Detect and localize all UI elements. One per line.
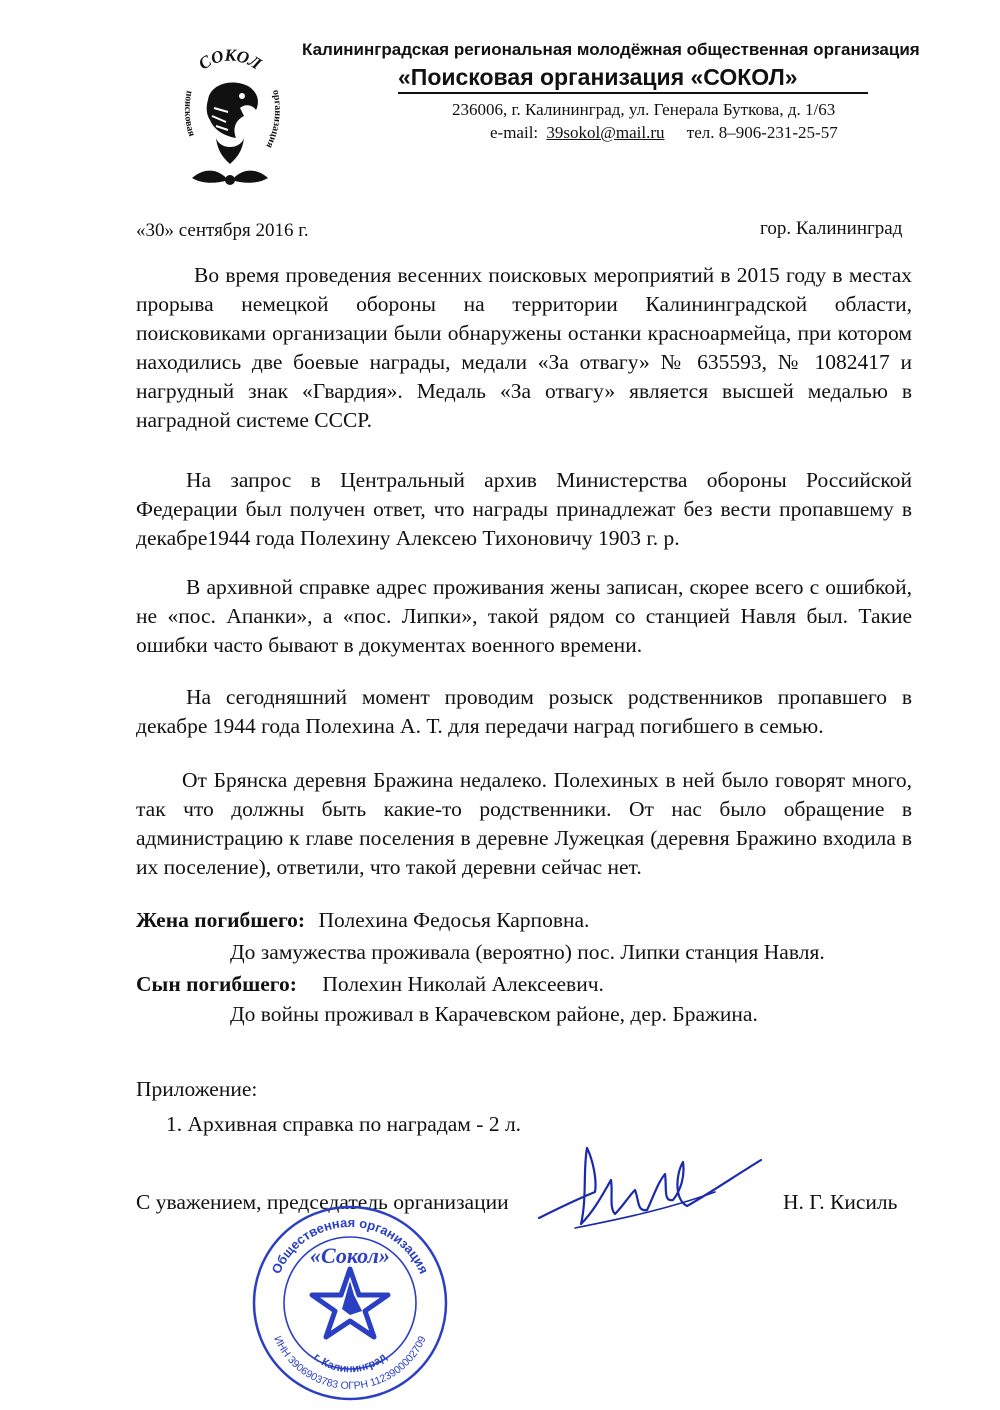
svg-text:поисковая: поисковая bbox=[181, 89, 198, 138]
son-name: Полехин Николай Алексеевич. bbox=[322, 972, 604, 996]
handwritten-signature bbox=[535, 1140, 765, 1232]
svg-text:Общественная организация: Общественная организация bbox=[268, 1214, 432, 1277]
attachment-label: Приложение: bbox=[136, 1077, 258, 1101]
email-link[interactable]: 39sokol@mail.ru bbox=[546, 123, 665, 142]
header-address: 236006, г. Калининград, ул. Генерала Буткова, д. 1/63 bbox=[452, 100, 836, 119]
wife-name: Полехина Федосья Карповна. bbox=[318, 908, 590, 932]
closing-text: С уважением, председатель организации bbox=[136, 1190, 509, 1214]
son-label: Сын погибшего: bbox=[136, 972, 297, 996]
son-note: До войны проживал в Карачевском районе, дер. Бражина. bbox=[230, 1002, 758, 1026]
son-line bbox=[136, 972, 604, 997]
svg-text:ИНН 3906903783 ОГРН 112390000: ИНН 3906903783 ОГРН 1123900002709 bbox=[271, 1334, 429, 1393]
paragraph-1: Во время проведения весенних поисковых мероприятий в 2015 году в местах прорыва немецкой обороны на территории Калининградской области, поисковиками организации были обнаружены останки красноармейца, при котором находились две боевые награды, медали «За отвагу» № 635593, № 1082417 и нагрудный знак «Гвардия». Медаль «За отвагу» является высшей медалью в наградной системе СССР. bbox=[136, 263, 912, 432]
svg-text:СОКОЛ: СОКОЛ bbox=[195, 45, 265, 74]
svg-text:г. Калининград: г. Калининград bbox=[311, 1351, 389, 1376]
wife-label: Жена погибшего: bbox=[136, 908, 306, 932]
paragraph-2: На запрос в Центральный архив Министерства обороны Российской Федерации был получен ответ, что награды принадлежат без вести пропавшему в декабре1944 года Полехину Алексею Тихоновичу 1903 г. р. bbox=[136, 468, 912, 550]
signer-name: Н. Г. Кисиль bbox=[783, 1190, 898, 1214]
phone-number: тел. 8–906-231-25-57 bbox=[686, 123, 838, 142]
organization-stamp bbox=[250, 1203, 450, 1403]
header-contacts bbox=[490, 123, 838, 143]
paragraph-3: В архивной справке адрес проживания жены записан, скорее всего с ошибкой, не «пос. Апанки», а «пос. Липки», такой рядом со станцией Навля был. Такие ошибки часто бывают в документах военного времени. bbox=[136, 575, 912, 657]
header-org-type: Калининградская региональная молодёжная общественная организация bbox=[302, 40, 920, 59]
paragraph-5: От Брянска деревня Бражина недалеко. Полехиных в ней было говорят много, так что должны быть какие-то родственники. От нас было обращение в администрацию к главе поселения в деревне Лужецкая (деревня Бражино входила в их поселение), ответили, что такой деревни сейчас нет. bbox=[136, 768, 912, 879]
sokol-logo bbox=[170, 38, 290, 198]
paragraph-4: На сегодняшний момент проводим розыск родственников пропавшего в декабре 1944 года Полехина А. Т. для передачи наград погибшего в семью. bbox=[136, 685, 912, 738]
wife-line bbox=[136, 908, 589, 933]
wife-note: До замужества проживала (вероятно) пос. Липки станция Навля. bbox=[230, 940, 825, 964]
header-org-name: «Поисковая организация «СОКОЛ» bbox=[398, 64, 868, 94]
letter-city: гор. Калининград bbox=[760, 218, 903, 239]
letter-date: «30» сентября 2016 г. bbox=[136, 220, 309, 241]
svg-text:организация: организация bbox=[263, 88, 284, 150]
attachment-item: 1. Архивная справка по наградам - 2 л. bbox=[166, 1112, 522, 1136]
email-label: e-mail: bbox=[490, 123, 539, 142]
svg-text:«Сокол»: «Сокол» bbox=[310, 1243, 390, 1268]
